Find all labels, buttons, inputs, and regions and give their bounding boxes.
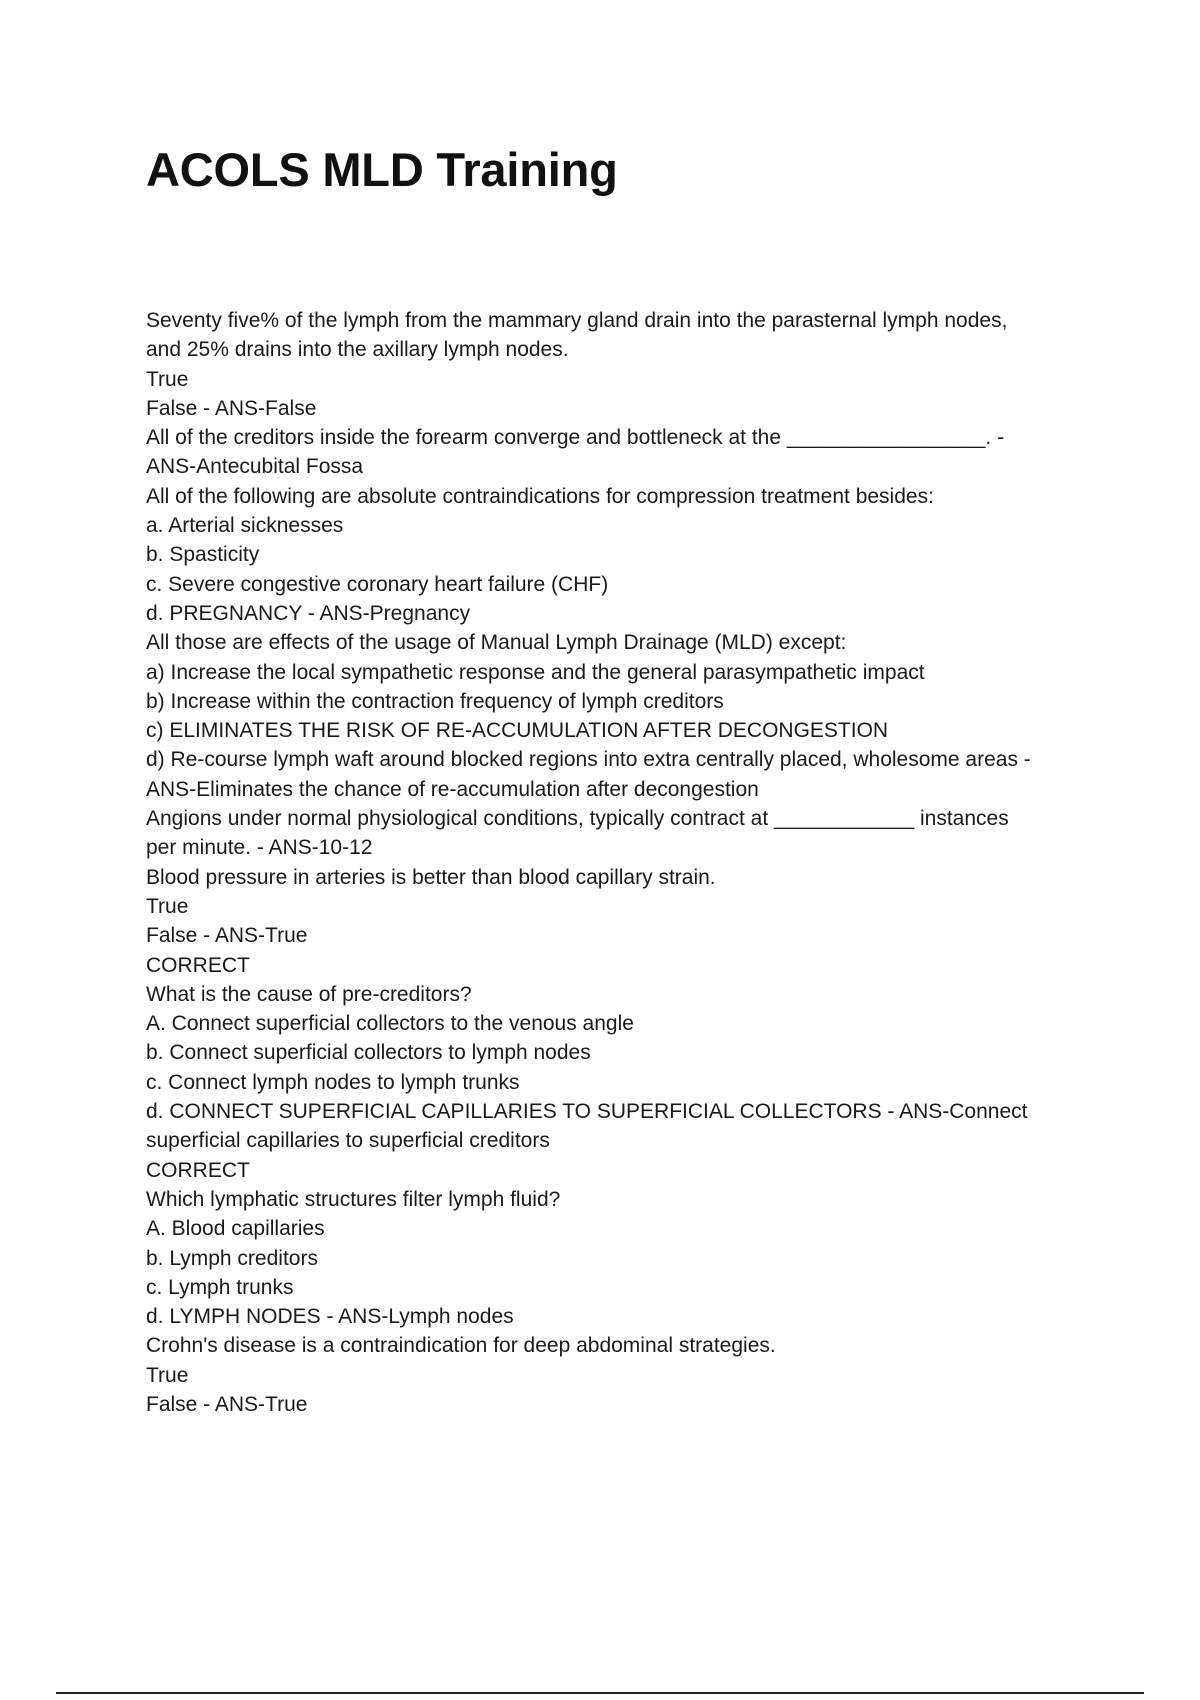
text-line: b. Connect superficial collectors to lymph nodes [146, 1041, 591, 1065]
text-line: False - ANS-True [146, 924, 308, 948]
text-line: Angions under normal physiological conditions, typically contract at ____________ instances [146, 807, 1009, 831]
text-line: b) Increase within the contraction frequency of lymph creditors [146, 689, 724, 713]
text-line: c. Lymph trunks [146, 1275, 294, 1299]
text-line: d. LYMPH NODES - ANS-Lymph nodes [146, 1305, 514, 1329]
text-line: Which lymphatic structures filter lymph fluid? [146, 1187, 561, 1211]
text-line: A. Blood capillaries [146, 1217, 325, 1241]
page-title: ACOLS MLD Training [146, 143, 618, 196]
text-line: Crohn's disease is a contraindication for deep abdominal strategies. [146, 1334, 776, 1358]
document-body [146, 306, 1086, 1419]
text-line: c. Connect lymph nodes to lymph trunks [146, 1070, 520, 1094]
text-line: CORRECT [146, 953, 250, 977]
text-line: Seventy five% of the lymph from the mammary gland drain into the parasternal lymph nodes, [146, 309, 1008, 332]
text-line: b. Spasticity [146, 543, 260, 567]
text-line: All of the creditors inside the forearm converge and bottleneck at the _________________. - [146, 426, 1005, 450]
text-line: d. PREGNANCY - ANS-Pregnancy [146, 601, 471, 625]
text-line: and 25% drains into the axillary lymph nodes. [146, 338, 569, 362]
text-line: d) Re-course lymph waft around blocked regions into extra centrally placed, wholesome areas - [146, 748, 1031, 772]
text-line: superficial capillaries to superficial creditors [146, 1129, 550, 1153]
text-line: a. Arterial sicknesses [146, 514, 344, 538]
text-line: All those are effects of the usage of Manual Lymph Drainage (MLD) except: [146, 631, 847, 655]
text-line: All of the following are absolute contraindications for compression treatment besides: [146, 484, 934, 508]
text-line: d. CONNECT SUPERFICIAL CAPILLARIES TO SUPERFICIAL COLLECTORS - ANS-Connect [146, 1100, 1028, 1124]
text-line: per minute. - ANS-10-12 [146, 836, 373, 860]
footer-divider [56, 1692, 1144, 1694]
text-line: A. Connect superficial collectors to the venous angle [146, 1012, 634, 1036]
text-line: CORRECT [146, 1158, 250, 1182]
text-line: False - ANS-False [146, 396, 317, 420]
text-line: b. Lymph creditors [146, 1246, 318, 1270]
text-line: True [146, 367, 189, 391]
text-line: c) ELIMINATES THE RISK OF RE-ACCUMULATION AFTER DECONGESTION [146, 719, 889, 743]
text-line: ANS-Antecubital Fossa [146, 455, 364, 479]
text-line: True [146, 1363, 189, 1387]
text-line: a) Increase the local sympathetic response and the general parasympathetic impact [146, 660, 925, 684]
text-line: Blood pressure in arteries is better than blood capillary strain. [146, 865, 716, 889]
text-line: ANS-Eliminates the chance of re-accumulation after decongestion [146, 777, 759, 801]
text-line: What is the cause of pre-creditors? [146, 982, 472, 1006]
text-line: False - ANS-True [146, 1392, 308, 1416]
text-line: True [146, 894, 189, 918]
text-line: c. Severe congestive coronary heart failure (CHF) [146, 572, 609, 596]
